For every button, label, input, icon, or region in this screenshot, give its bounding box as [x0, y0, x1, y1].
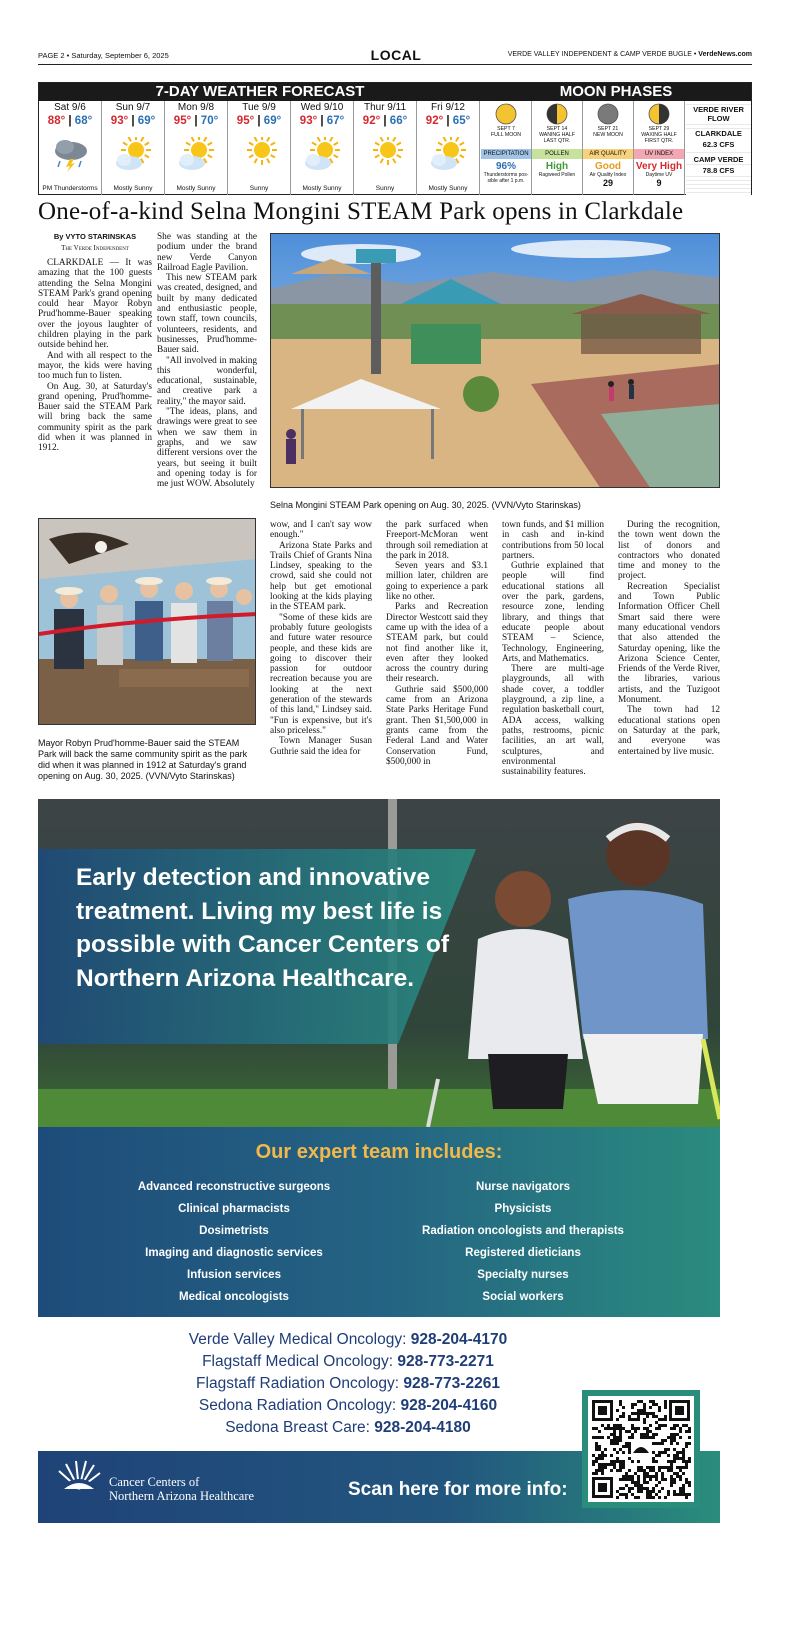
- index-description: Daytime UV: [645, 172, 673, 178]
- team-member-role: Clinical pharmacists: [178, 1202, 290, 1215]
- article-paragraph: She was standing at the podium under the brand new Verde Canyon Railroad Eagle Pavilion.: [157, 232, 257, 273]
- index-description: Air Quality Index: [589, 172, 627, 178]
- article-paragraph: "All involved in making this wonderful, educational, sustainable, and creative park a reality," the mayor said.: [157, 355, 257, 407]
- team-member-role: Social workers: [482, 1290, 564, 1303]
- phone-line: [128, 1417, 568, 1439]
- temp-separator: |: [254, 115, 264, 127]
- low-temp: 67°: [326, 115, 345, 127]
- sunny-icon: [240, 137, 280, 173]
- team-list-left: [108, 1177, 360, 1308]
- index-label: POLLEN: [532, 149, 582, 159]
- team-member-role: Medical oncologists: [179, 1290, 289, 1303]
- article-paragraph: "The ideas, plans, and drawings were great to see when we saw them in graphs, and we saw different versions over the years, but seeing it built and opening today is for me just WOW. Absolutely: [157, 407, 257, 490]
- mostly-sunny-icon: [303, 137, 343, 173]
- day-name: Tue 9/9: [242, 102, 276, 113]
- temp-separator: |: [65, 115, 75, 127]
- river-flow-title: VERDE RIVER FLOW: [686, 105, 751, 123]
- photo-caption-1: Selna Mongini STEAM Park opening on Aug. 30, 2025. (VVN/Vyto Starinskas): [270, 500, 581, 510]
- weather-title: 7-DAY WEATHER FORECAST: [39, 83, 481, 101]
- location-name: Flagstaff Radiation Oncology:: [196, 1375, 404, 1392]
- park-photo: [270, 233, 720, 488]
- logo-line-1: Cancer Centers of: [109, 1475, 200, 1489]
- day-temps: [291, 115, 353, 127]
- article-paragraph: There are multi-age playgrounds, all with shade cover, a toddler playground, a zip line, a regulation basketball court, ADA access, walking paths, restrooms, picnic facilities, an art wall, sculptures, and environmental sustainability features.: [502, 664, 604, 778]
- mostly-sunny-icon: [429, 137, 469, 173]
- article-column-6: [618, 520, 720, 757]
- moon-title: MOON PHASES: [481, 83, 751, 101]
- day-condition: Mostly Sunny: [428, 185, 468, 192]
- day-name: Wed 9/10: [300, 102, 344, 113]
- team-member-role: Advanced reconstructive surgeons: [137, 1181, 331, 1193]
- ad-headline: Early detection and innovative treatment. Living my best life is possible with Cancer Centers of Northern Arizona Healthcare.: [76, 864, 450, 992]
- article-paragraph: town funds, and $1 million in cash and in-kind contributions from 50 local partners.: [502, 520, 604, 561]
- expert-team-panel: [38, 1127, 720, 1317]
- scan-prompt: Scan here for more info:: [348, 1479, 568, 1500]
- location-name: Sedona Radiation Oncology:: [198, 1397, 401, 1414]
- website-link[interactable]: VerdeNews.com: [698, 51, 752, 58]
- thunderstorm-icon: [51, 137, 91, 173]
- article-column-1: [38, 258, 152, 454]
- day-condition: Sunny: [375, 185, 395, 192]
- day-temps: [102, 115, 164, 127]
- weather-index: [583, 149, 634, 195]
- logo-line-2: Northern Arizona Healthcare: [109, 1489, 255, 1503]
- qr-code-icon[interactable]: [588, 1396, 694, 1502]
- phone-line: [128, 1329, 568, 1351]
- day-name: Sun 9/7: [115, 102, 151, 113]
- moon-icon: [597, 103, 619, 125]
- team-member-role: Radiation oncologists and therapists: [422, 1224, 624, 1237]
- moon-phase-name: NEW MOON: [593, 132, 623, 138]
- day-temps: [165, 115, 227, 127]
- phone-number[interactable]: 928-204-4170: [410, 1331, 508, 1348]
- article-paragraph: On Aug. 30, at Saturday's grand opening, Prud'homme-Bauer said the STEAM Park will bring back the same community spirit as the park did when it was planned in 1912.: [38, 381, 152, 454]
- day-name: Fri 9/12: [431, 102, 465, 113]
- article-paragraph: Parks and Recreation Director Westcott said they came up with the idea of a STEAM park, but could not find another like it, even after they looked across the country during their research.: [386, 602, 488, 685]
- moon-phase: [481, 101, 532, 149]
- weather-index: [532, 149, 583, 195]
- team-list-right: [408, 1177, 638, 1308]
- article-column-4: [386, 520, 488, 767]
- mostly-sunny-icon: [114, 137, 154, 173]
- campverde-flow: 78.8 CFS: [686, 166, 751, 175]
- team-member-role: Physicists: [494, 1202, 552, 1215]
- team-member-role: Specialty nurses: [477, 1268, 569, 1281]
- article-column-3: [270, 520, 372, 757]
- index-value: High: [545, 161, 569, 172]
- publication-info: [508, 51, 752, 58]
- campverde-label: CAMP VERDE: [686, 155, 751, 164]
- article-paragraph: This new STEAM park was created, designed, and built by many dedicated and enthusiastic people, town staff, town councils, volunteers, residents, and businesses, Prud'homme-Bauer said.: [157, 273, 257, 356]
- moon-date: SEPT 7: [497, 126, 515, 132]
- ribbon-cutting-photo: [38, 518, 256, 725]
- index-description: Thunderstorms pos-sible after 1 p.m.: [483, 172, 529, 184]
- low-temp: 65°: [452, 115, 471, 127]
- moon-date: SEPT 21: [597, 126, 619, 132]
- location-name: Sedona Breast Care:: [225, 1419, 375, 1436]
- article-paragraph: CLARKDALE — It was amazing that the 100 guests attending the Selna Mongini STEAM Park's grand opening could hear Mayor Robyn Prud'homme-Bauer speaking over the joyous laughter of children playing in the park outside behind her.: [38, 258, 152, 351]
- index-label: AIR QUALITY: [583, 149, 633, 159]
- index-description: Ragweed Pollen: [538, 172, 576, 178]
- index-number: 29: [602, 178, 613, 188]
- moon-phase-name: WAXING HALF FIRST QTR.: [641, 132, 677, 144]
- article-paragraph: Town Manager Susan Guthrie said the idea for: [270, 736, 372, 757]
- article-paragraph: Arizona State Parks and Trails Chief of Grants Nina Lindsey, speaking to the crowd, said she could not help but get emotional looking at the kids playing in the STEAM park.: [270, 540, 372, 613]
- moon-icon: [495, 103, 517, 125]
- day-condition: PM Thunderstorms: [42, 185, 98, 192]
- day-name: Sat 9/6: [54, 102, 86, 113]
- section-title: LOCAL: [370, 47, 422, 63]
- low-temp: 69°: [263, 115, 282, 127]
- page-info: PAGE 2 • Saturday, September 6, 2025: [38, 51, 169, 60]
- article-column-5: [502, 520, 604, 777]
- index-number: 9: [656, 178, 662, 188]
- temp-separator: |: [443, 115, 453, 127]
- forecast-day: [354, 101, 417, 195]
- day-temps: [228, 115, 290, 127]
- day-name: Mon 9/8: [177, 102, 215, 113]
- mostly-sunny-icon: [177, 137, 217, 173]
- article-paragraph: the park surfaced when Freeport-McMoran went through soil remediation at the park in 2018.: [386, 520, 488, 561]
- low-temp: 66°: [389, 115, 408, 127]
- moon-date: SEPT 29: [648, 126, 670, 132]
- moon-phase-name: FULL MOON: [490, 132, 522, 138]
- qr-code[interactable]: [582, 1390, 700, 1508]
- team-member-role: Registered dieticians: [465, 1246, 581, 1259]
- phone-line: [128, 1373, 568, 1395]
- weather-index: [481, 149, 532, 195]
- moon-phase: [634, 101, 685, 149]
- day-condition: Mostly Sunny: [113, 185, 153, 192]
- article-paragraph: The town had 12 educational stations open on Saturday at the park, and everyone was entertained by live music.: [618, 705, 720, 757]
- phone-line: [128, 1351, 568, 1373]
- index-label: UV INDEX: [634, 149, 684, 159]
- low-temp: 68°: [74, 115, 93, 127]
- team-member-role: Imaging and diagnostic services: [145, 1246, 323, 1259]
- index-label: PRECIPITATION: [481, 149, 531, 159]
- article-paragraph: And with all respect to the mayor, the kids were having too much fun to listen.: [38, 350, 152, 382]
- phone-line: [128, 1395, 568, 1417]
- header-rule: [38, 64, 752, 65]
- article-paragraph: "Some of these kids are probably future geologists and future water resource people, and these kids are going to discover their passion for outdoor recreation because you are looking at the next generation of the stewards of this land," Lindsey said. "Fun is expensive, but it's also priceless.": [270, 612, 372, 736]
- forecast-day: [291, 101, 354, 195]
- river-flow: [686, 101, 751, 195]
- article-headline: One-of-a-kind Selna Mongini STEAM Park opens in Clarkdale: [38, 198, 684, 225]
- temp-separator: |: [128, 115, 138, 127]
- ad-logo-text: [109, 1475, 254, 1503]
- moon-phase: [583, 101, 634, 149]
- team-member-role: Nurse navigators: [476, 1181, 570, 1193]
- high-temp: 95°: [173, 115, 192, 127]
- forecast-day: [417, 101, 480, 195]
- team-member-role: Infusion services: [187, 1268, 281, 1281]
- high-temp: 88°: [47, 115, 66, 127]
- team-member-role: Dosimetrists: [199, 1224, 269, 1237]
- phone-number[interactable]: 928-204-4160: [400, 1397, 498, 1414]
- moon-date: SEPT 14: [546, 126, 568, 132]
- day-temps: [39, 115, 101, 127]
- byline: By VYTO STARINSKAS: [53, 232, 137, 241]
- low-temp: 69°: [137, 115, 156, 127]
- low-temp: 70°: [200, 115, 219, 127]
- moon-icon: [546, 103, 568, 125]
- forecast-day: [102, 101, 165, 195]
- day-temps: [354, 115, 416, 127]
- high-temp: 93°: [110, 115, 129, 127]
- location-name: Flagstaff Medical Oncology:: [202, 1353, 398, 1370]
- article-paragraph: During the recognition, the town went down the list of donors and contractors who donated time and money to the project.: [618, 520, 720, 582]
- moon-phase: [532, 101, 583, 149]
- team-title: Our expert team includes:: [255, 1141, 503, 1163]
- index-value: 96%: [495, 161, 516, 172]
- clarkdale-flow: 62.3 CFS: [686, 140, 751, 149]
- photo-caption-2: Mayor Robyn Prud'homme-Bauer said the STEAM Park will back the same community spirit as the park did when it was planned in 1912 at Saturday's grand opening on Aug. 30, 2025. (VVN/Vyto Starinskas): [38, 738, 248, 781]
- article-paragraph: Guthrie said $500,000 came from an Arizona State Parks Heritage Fund grant. Then $1,500,000 in grants came from the Federal Land and Water Conservation Fund, $500,000 in: [386, 684, 488, 767]
- sunny-icon: [366, 137, 406, 173]
- day-temps: [417, 115, 479, 127]
- article-paragraph: Seven years and $3.1 million later, children are going to experience a park like no other.: [386, 561, 488, 603]
- day-condition: Sunny: [249, 185, 269, 192]
- moon-icon: [648, 103, 670, 125]
- day-condition: Mostly Sunny: [176, 185, 216, 192]
- phone-number[interactable]: 928-773-2261: [403, 1375, 500, 1392]
- weather-index: [634, 149, 685, 195]
- moon-phase-name: WANING HALF LAST QTR.: [539, 132, 575, 144]
- index-value: Good: [594, 161, 622, 172]
- day-name: Thur 9/11: [363, 102, 407, 113]
- temp-separator: |: [191, 115, 201, 127]
- high-temp: 92°: [362, 115, 381, 127]
- temp-separator: |: [317, 115, 327, 127]
- publication-name: VERDE VALLEY INDEPENDENT & CAMP VERDE BUGLE •: [507, 51, 699, 58]
- forecast-day: [165, 101, 228, 195]
- article-column-2: [157, 232, 257, 489]
- article-paragraph: Guthrie explained that people will find educational stations all over the park, gardens, resource zone, lending library, and things that educate people about STEAM – Science, Technology, Engineering, Arts, and Mathematics.: [502, 561, 604, 664]
- clarkdale-label: CLARKDALE: [686, 129, 751, 138]
- forecast-day: [228, 101, 291, 195]
- high-temp: 95°: [236, 115, 255, 127]
- high-temp: 93°: [299, 115, 318, 127]
- location-name: Verde Valley Medical Oncology:: [188, 1331, 411, 1348]
- cancer-centers-ad[interactable]: [38, 799, 720, 1523]
- index-value: Very High: [635, 161, 683, 172]
- high-temp: 92°: [425, 115, 444, 127]
- temp-separator: |: [380, 115, 390, 127]
- phone-number[interactable]: 928-204-4180: [374, 1419, 471, 1436]
- forecast-day: [39, 101, 102, 195]
- byline-org: The Verde Independent: [61, 244, 129, 252]
- sunburst-logo-icon: [54, 1459, 104, 1497]
- phone-number[interactable]: 928-773-2271: [397, 1353, 494, 1370]
- article-paragraph: Recreation Specialist and Town Public Information Officer Chell Smart said there were many educational vendors that also attended the Saturday opening, like the Arizona Science Center, Friends of the Verde River, the libraries, various artists, and the Tuzigoot Monument.: [618, 581, 720, 706]
- weather-box: [38, 82, 752, 195]
- day-condition: Mostly Sunny: [302, 185, 342, 192]
- article-paragraph: wow, and I can't say wow enough.": [270, 520, 372, 541]
